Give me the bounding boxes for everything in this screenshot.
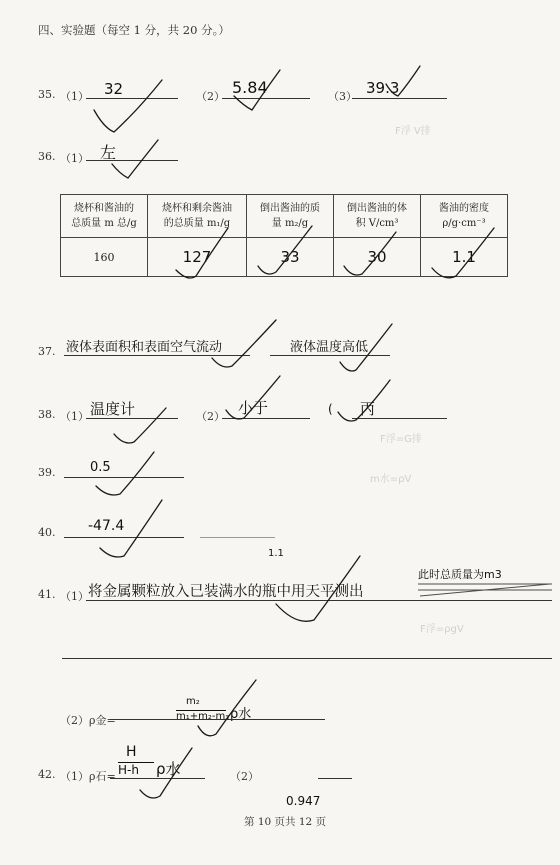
- q35-blank1: [86, 98, 178, 99]
- q41-stray-note: 1.1: [268, 548, 284, 559]
- q42-part2-label: （2）: [230, 770, 259, 783]
- q38-number: 38.: [38, 408, 56, 421]
- q35-answer2: 5.84: [232, 78, 268, 97]
- q36-answer1: 左: [100, 143, 117, 162]
- bleed-through-text: F浮 V排: [395, 126, 431, 137]
- q41-blank1b: [62, 658, 552, 659]
- table-cell-density: 1.1: [421, 238, 508, 277]
- q37-answer2: 液体温度高低: [290, 340, 369, 355]
- q41-number: 41.: [38, 588, 56, 601]
- table-header-cell: 倒出酱油的体 积 V/cm³: [334, 195, 421, 238]
- q42-blank1: [110, 778, 205, 779]
- q39-answer1: 0.5: [90, 460, 111, 475]
- table-header-cell: 酱油的密度 ρ/g·cm⁻³: [421, 195, 508, 238]
- q38-answer2: 小于: [238, 399, 269, 417]
- table-row: [61, 238, 508, 277]
- q35-part1-label: （1）: [60, 90, 89, 103]
- bleed-through-text: m水=ρV: [370, 474, 412, 485]
- q39-number: 39.: [38, 466, 56, 479]
- q35-answer1: 32: [104, 80, 124, 98]
- q42-number: 42.: [38, 768, 56, 781]
- q35-number: 35.: [38, 88, 56, 101]
- bleed-through-text: F浮=ρgV: [420, 624, 464, 635]
- q42-blank2: [318, 778, 352, 779]
- q40-blank1: [64, 537, 184, 538]
- page-footer: 第 10 页共 12 页: [244, 816, 327, 828]
- q37-blank2: [270, 355, 390, 356]
- q39-blank1: [64, 477, 184, 478]
- q42-part1-label: （1）ρ石=: [60, 770, 116, 783]
- section-title: 四、实验题（每空 1 分，共 20 分。）: [38, 23, 230, 37]
- q37-answer1: 液体表面积和表面空气流动: [66, 340, 223, 355]
- q42-formula-tail: ρ水: [156, 760, 181, 778]
- q35-blank3: [352, 98, 447, 99]
- q38-blank2: [222, 418, 310, 419]
- q38-part3-label: (: [328, 402, 333, 416]
- q41-part1-label: （1）: [60, 590, 89, 603]
- q35-part3-label: （3）: [328, 90, 357, 103]
- q38-part1-label: （1）: [60, 410, 89, 423]
- table-cell-poured-volume: 30: [334, 238, 421, 277]
- strikeout-mark: [418, 584, 552, 596]
- q35-blank2: [222, 98, 310, 99]
- q41-formula-numerator: m₂: [186, 696, 200, 707]
- q41-formula-denominator: m₁+m₂-m₃: [176, 711, 230, 722]
- q36-part1-label: （1）: [60, 152, 89, 165]
- bleed-through-text: F浮=G排: [380, 434, 422, 445]
- q35-answer3: 39.3: [366, 79, 400, 97]
- table-header-cell: 烧杯和酱油的 总质量 m 总/g: [61, 195, 148, 238]
- q41-answer-note: 此时总质量为m3: [418, 568, 502, 581]
- q35-part2-label: （2）: [196, 90, 225, 103]
- q41-part2-label: （2）ρ金=: [60, 714, 116, 727]
- q42-formula-numerator: H: [126, 744, 137, 760]
- checkmark-icon: [112, 140, 158, 178]
- q38-part2-label: （2）: [196, 410, 225, 423]
- table-header-cell: 倒出酱油的质 量 m₂/g: [247, 195, 334, 238]
- table-cell-remaining-mass: 127: [148, 238, 247, 277]
- table-header-row: [61, 195, 508, 238]
- q40-number: 40.: [38, 526, 56, 539]
- q38-answer3: 丙: [360, 400, 376, 418]
- q41-formula-tail: ρ水: [230, 707, 252, 722]
- q37-number: 37.: [38, 345, 56, 358]
- q42-answer2: 0.947: [286, 794, 321, 808]
- q36-data-table: [60, 194, 508, 277]
- q40-answer1: -47.4: [88, 518, 125, 534]
- q41-answer1: 将金属颗粒放入已装满水的瓶中用天平测出: [88, 584, 364, 600]
- q42-formula-denominator: H-h: [118, 763, 139, 777]
- table-cell-poured-mass: 33: [247, 238, 334, 277]
- q41-blank1a: [86, 600, 552, 601]
- q41-blank2: [110, 719, 325, 720]
- q36-number: 36.: [38, 150, 56, 163]
- q37-blank1: [64, 355, 250, 356]
- q40-blank2: [200, 537, 275, 538]
- table-header-cell: 烧杯和剩余酱油 的总质量 m₁/g: [148, 195, 247, 238]
- table-cell-total-mass: 160: [61, 238, 148, 277]
- q38-answer1: 温度计: [90, 400, 136, 418]
